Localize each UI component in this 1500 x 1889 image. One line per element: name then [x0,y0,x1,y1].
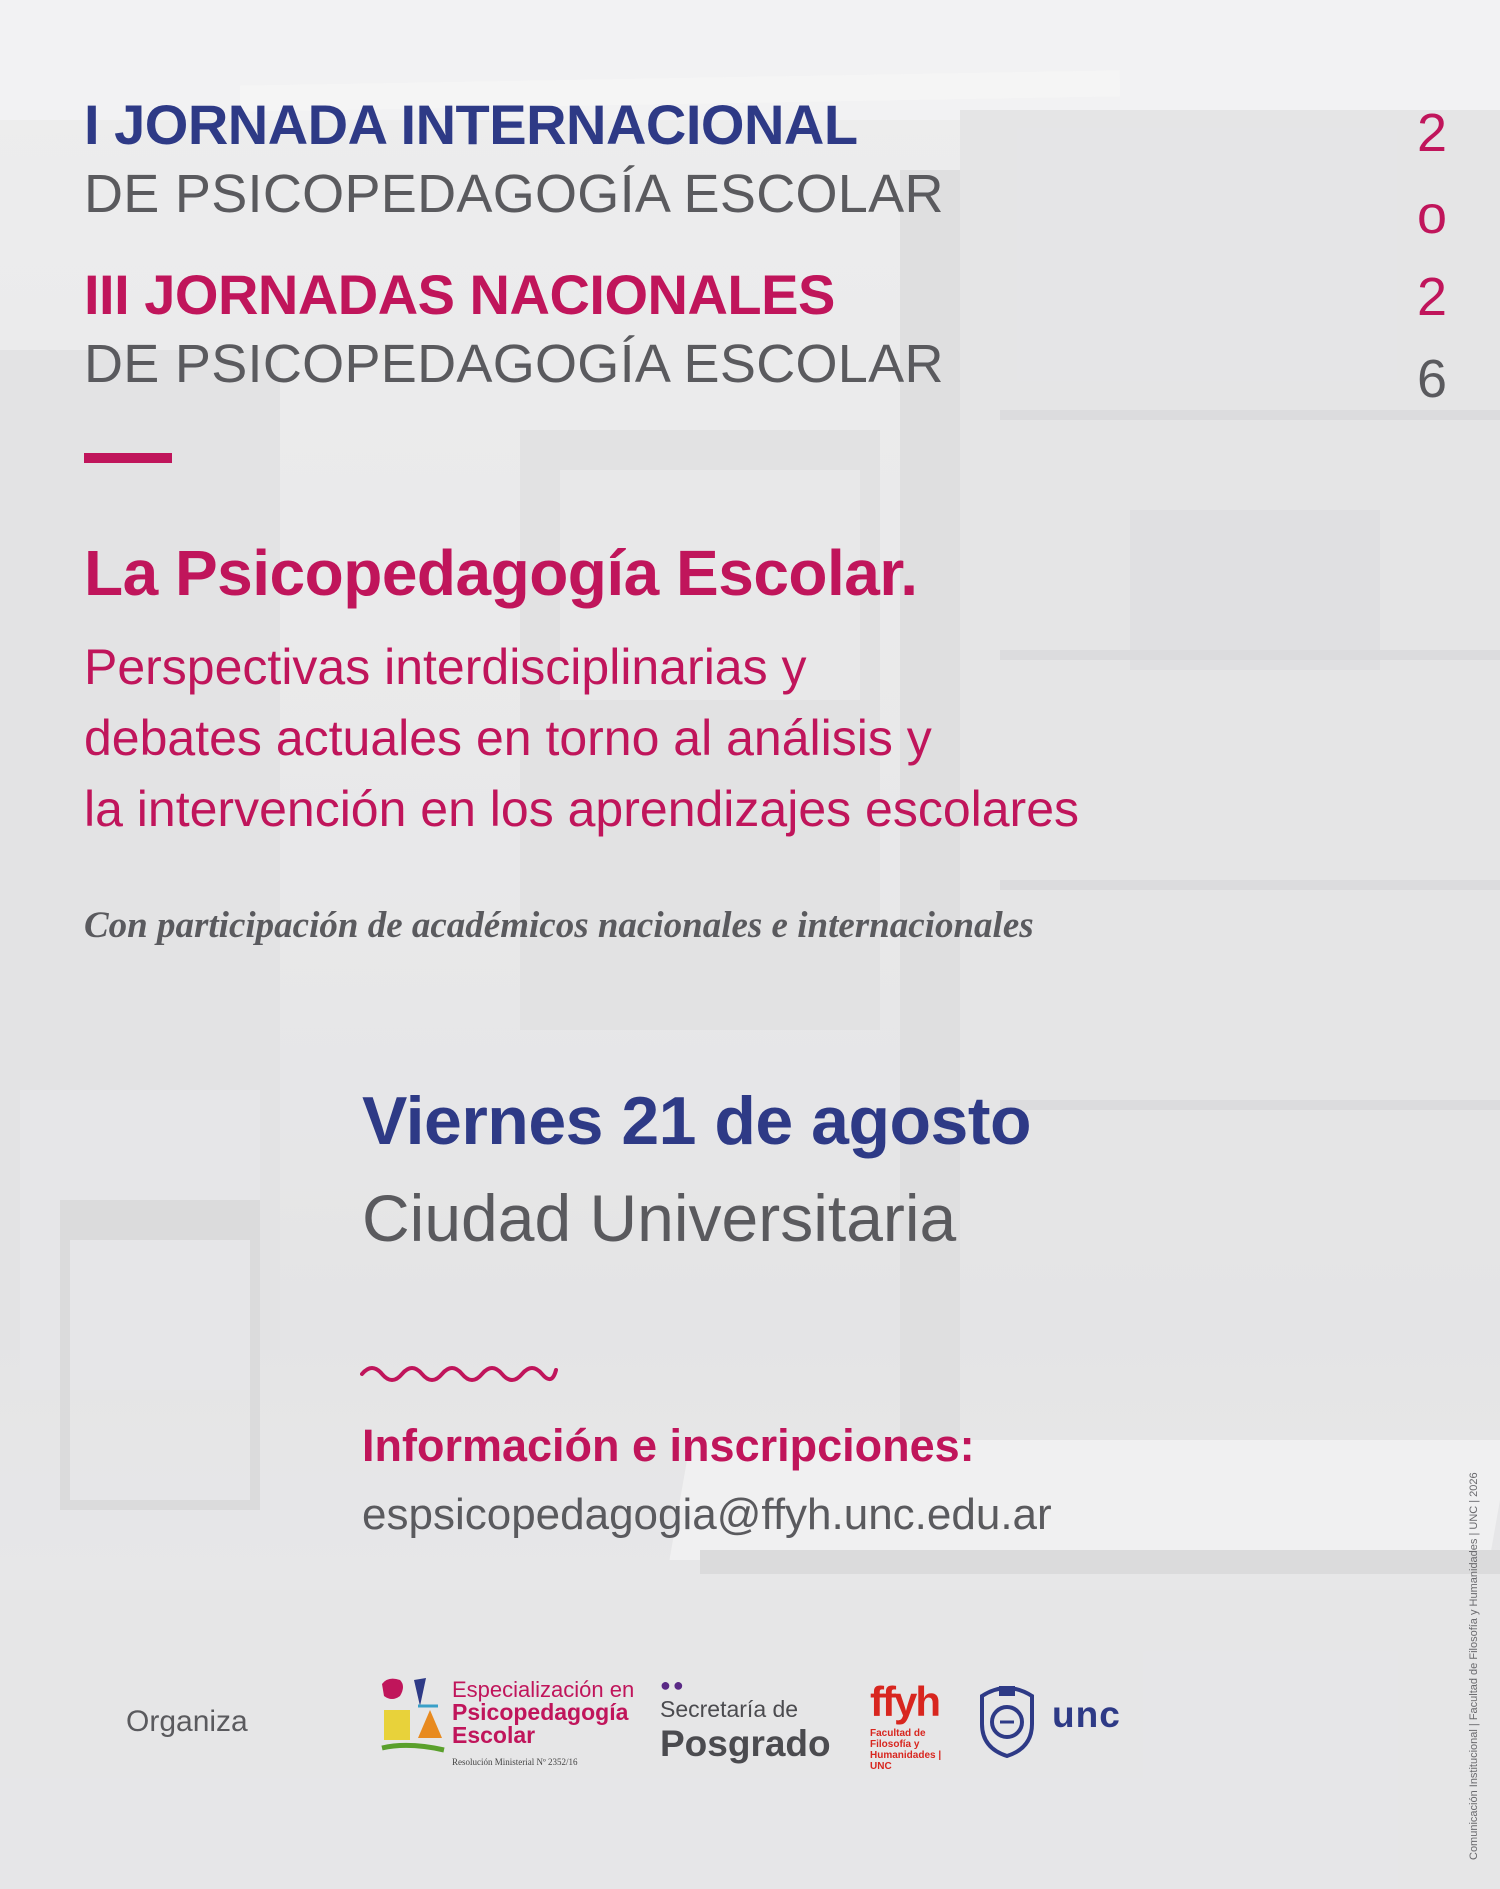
event-date: Viernes 21 de agosto [362,1083,1032,1159]
subtitle-line: Perspectivas interdisciplinarias y [84,639,807,695]
year-digit: 2 [1416,267,1448,327]
contact-email[interactable]: espsicopedagogia@ffyh.unc.edu.ar [362,1490,1052,1539]
ffyh-wordmark: ffyh [870,1678,939,1725]
especializacion-logo-text [452,1678,634,1774]
unc-wordmark: unc [1052,1694,1121,1735]
event-subtitle [84,632,1079,845]
esp-line2: Psicopedagogía [452,1699,629,1725]
year-vertical [1400,92,1464,420]
accent-divider [84,453,172,463]
credit-vertical: Comunicación Institucional | Facultad de Filosofía y Humanidades | UNC | 2026 [1468,1472,1480,1860]
ffyh-caption: Facultad de Filosofía y Humanidades | UNC [870,1728,942,1772]
especializacion-logo-icon [378,1676,448,1766]
unc-shield-icon [974,1678,1040,1758]
subtitle-line: debates actuales en torno al análisis y [84,710,932,766]
subtitle-line: la intervención en los aprendizajes escolares [84,781,1080,837]
event-place: Ciudad Universitaria [362,1181,957,1255]
event-title: La Psicopedagogía Escolar. [84,537,918,609]
esp-line1: Especialización en [452,1677,635,1702]
year-digit: 6 [1416,349,1448,409]
heading-international-sub: DE PSICOPEDAGOGÍA ESCOLAR [84,164,944,224]
year-digit: o [1416,185,1448,245]
heading-national-sub: DE PSICOPEDAGOGÍA ESCOLAR [84,334,944,394]
heading-international: I JORNADA INTERNACIONAL [84,93,858,156]
dots-icon: ●● [660,1675,686,1695]
participation-note: Con participación de académicos nacionales e internacionales [84,905,1034,946]
organiza-label: Organiza [126,1705,248,1738]
esp-line3: Escolar [452,1722,536,1748]
sec-line1: Secretaría de [660,1696,799,1722]
year-digit: 2 [1416,103,1448,163]
wave-divider [360,1360,560,1384]
esp-resolution: Resolución Ministerial Nº 2352/16 [452,1757,578,1767]
ffyh-logo [870,1680,960,1772]
info-heading: Información e inscripciones: [362,1420,975,1471]
sec-line2: Posgrado [660,1723,831,1764]
posgrado-logo [660,1676,831,1764]
heading-national: III JORNADAS NACIONALES [84,263,835,326]
